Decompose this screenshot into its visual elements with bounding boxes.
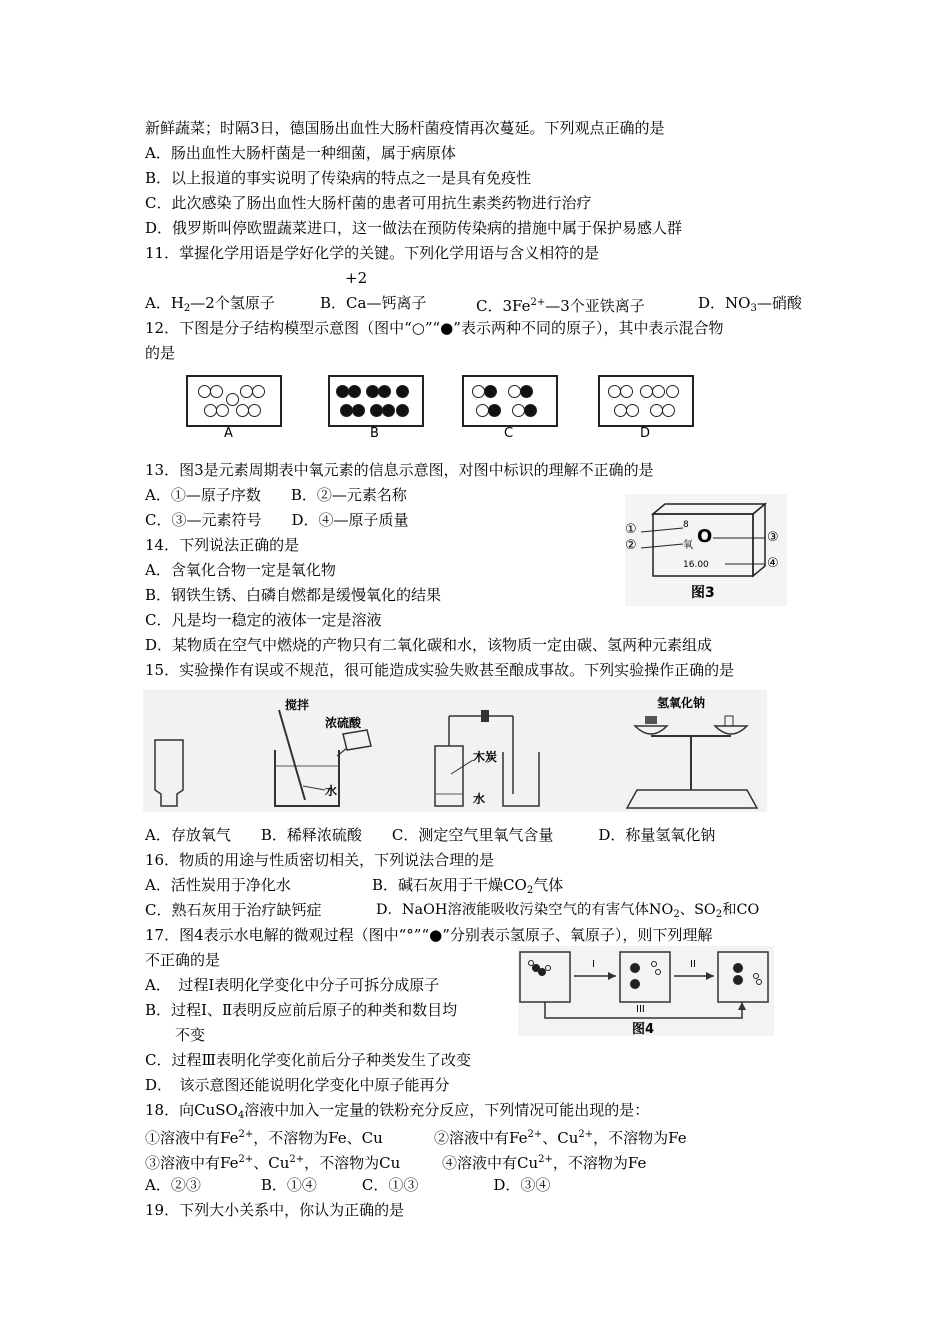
marker-2: ② (625, 538, 637, 553)
label-conc-acid: 浓硫酸 (325, 716, 362, 730)
option-11b: B．Ca—钙离子 (320, 294, 427, 312)
label-charcoal: 木炭 (473, 750, 498, 764)
text-line: A．①—原子序数 B．②—元素名称 (145, 486, 407, 504)
element-symbol: O (697, 526, 713, 547)
text-line: D．俄罗斯叫停欧盟蔬菜进口，这一做法在预防传染病的措施中属于保护易感人群 (145, 219, 683, 237)
text-line: 不正确的是 (145, 951, 221, 969)
question-17: 17．图4表示水电解的微观过程（图中“°”“●”分别表示氢原子、氧原子），则下列理解 (145, 926, 713, 944)
text-line: C．③—元素符号 D．④—原子质量 (145, 511, 409, 529)
option-16b: B．碱石灰用于干燥$CO_2$气体 (372, 876, 564, 896)
marker-1: ① (625, 522, 637, 537)
text-line: C．过程Ⅲ表明化学变化前后分子种类发生了改变 (145, 1051, 471, 1069)
options-18: A．②③ B．①④ C．①③ D．③④ (145, 1176, 551, 1194)
text-line: C．凡是均一稳定的液体一定是溶液 (145, 611, 382, 629)
text-line: C．此次感染了肠出血性大肠杆菌的患者可用抗生素类药物进行治疗 (145, 194, 592, 212)
atomic-number: 8 (683, 520, 689, 530)
condition-3: ③溶液中有$Fe^{2+}$、$Cu^{2+}$，不溶物为Cu (145, 1154, 401, 1172)
label-naoh: 氢氧化钠 (657, 696, 706, 710)
text-line: D． 该示意图还能说明化学变化中原子能再分 (145, 1076, 450, 1094)
process-1-label: I (592, 959, 595, 970)
model-label-a: A (224, 426, 233, 441)
valence-mark: +2 (345, 269, 368, 287)
lab-operation-figure (143, 690, 767, 812)
element-cell-figure (625, 494, 787, 606)
process-3-label: III (636, 1004, 645, 1015)
text-line: B．以上报道的事实说明了传染病的特点之一是具有免疫性 (145, 169, 532, 187)
question-12: 12．下图是分子结构模型示意图（图中“○”“●”表示两种不同的原子），其中表示混合物 (145, 319, 724, 337)
element-name: 氧 (683, 540, 693, 551)
label-water-c: 水 (473, 792, 486, 806)
option-11d: D．$NO_3—$硝酸 (698, 294, 802, 314)
option-16c: C．熟石灰用于治疗缺钙症 (145, 901, 322, 919)
text-line: A．含氧化合物一定是氧化物 (145, 561, 336, 579)
model-label-b: B (370, 426, 379, 441)
model-box-b (328, 375, 424, 427)
question-11: 11．掌握化学用语是学好化学的关键。下列化学用语与含义相符的是 (145, 244, 600, 262)
model-box-c (462, 375, 558, 427)
condition-2: ②溶液中有$Fe^{2+}$、$Cu^{2+}$，不溶物为Fe (434, 1129, 687, 1147)
text-line: D．某物质在空气中燃烧的产物只有二氧化碳和水，该物质一定由碳、氢两种元素组成 (145, 636, 713, 654)
question-16: 16．物质的用途与性质密切相关，下列说法合理的是 (145, 851, 495, 869)
label-stir: 搅拌 (285, 698, 310, 712)
question-15: 15．实验操作有误或不规范，很可能造成实验失败甚至酿成事故。下列实验操作正确的是 (145, 661, 735, 679)
condition-1: ①溶液中有$Fe^{2+}$，不溶物为Fe、Cu (145, 1129, 383, 1147)
option-16d: D．NaOH溶液能吸收污染空气的有害气体$NO_2$、$SO_2$和CO (376, 902, 760, 920)
atomic-mass: 16.00 (683, 560, 709, 570)
question-14: 14．下列说法正确的是 (145, 536, 300, 554)
text-line: 新鲜蔬菜；时隔3日，德国肠出血性大肠杆菌疫情再次蔓延。下列观点正确的是 (145, 119, 665, 137)
figure-caption: 图4 (632, 1022, 655, 1037)
electrolysis-figure (518, 946, 774, 1036)
molecule-model-figure (184, 370, 700, 446)
figure-caption: 图3 (691, 585, 715, 601)
label-water-b: 水 (325, 784, 338, 798)
text-line: 不变 (145, 1026, 206, 1044)
model-box-d (598, 375, 694, 427)
text-line: A．肠出血性大肠杆菌是一种细菌，属于病原体 (145, 144, 456, 162)
model-label-c: C (504, 426, 514, 441)
question-13: 13．图3是元素周期表中氧元素的信息示意图，对图中标识的理解不正确的是 (145, 461, 654, 479)
marker-3: ③ (767, 530, 779, 545)
text-line: B．过程Ⅰ、Ⅱ表明反应前后原子的种类和数目均 (145, 1001, 458, 1019)
condition-4: ④溶液中有$Cu^{2+}$，不溶物为Fe (442, 1154, 647, 1172)
model-label-d: D (640, 426, 651, 441)
text-line: B．钢铁生锈、白磷自燃都是缓慢氧化的结果 (145, 586, 442, 604)
option-11a: A．$H_2—2$个氢原子 (145, 294, 275, 314)
text-line: 的是 (145, 344, 176, 362)
question-18: 18．向CuSO$_4$溶液中加入一定量的铁粉充分反应，下列情况可能出现的是： (145, 1101, 650, 1121)
option-16a: A．活性炭用于净化水 (145, 876, 291, 894)
question-19: 19．下列大小关系中，你认为正确的是 (145, 1201, 405, 1219)
text-line: A． 过程Ⅰ表明化学变化中分子可拆分成原子 (145, 976, 440, 994)
option-11c: C．$3Fe^{2+}—3$个亚铁离子 (476, 297, 645, 315)
options-15: A．存放氧气 B．稀释浓硫酸 C．测定空气里氧气含量 D．称量氢氧化钠 (145, 826, 716, 844)
process-2-label: II (690, 959, 696, 970)
marker-4: ④ (767, 556, 779, 571)
model-box-a (186, 375, 282, 427)
